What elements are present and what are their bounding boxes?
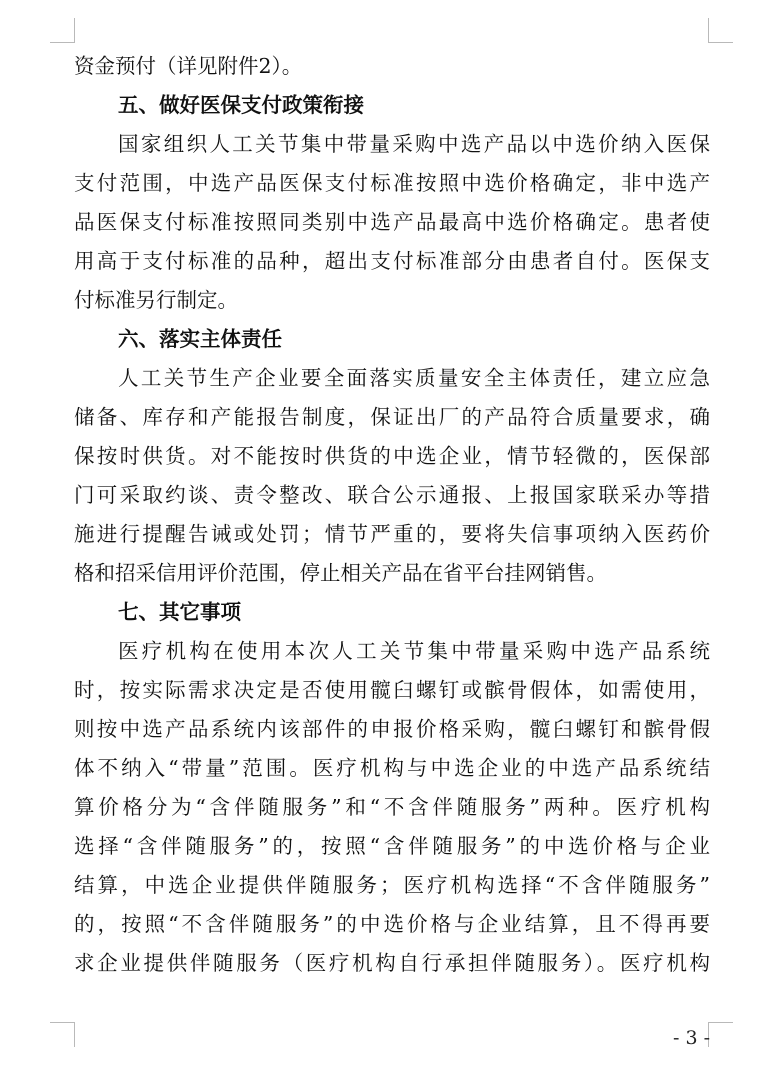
section-7-line: 求企业提供伴随服务（医疗机构自行承担伴随服务）。医疗机构 bbox=[74, 951, 710, 975]
section-6-line: 保按时供货。对不能按时供货的中选企业，情节轻微的，医保部 bbox=[74, 444, 710, 468]
intro-line: 资金预付（详见附件2）。 bbox=[74, 54, 303, 78]
section-6-line: 人工关节生产企业要全面落实质量安全主体责任，建立应急 bbox=[118, 366, 710, 390]
section-6-line: 储备、库存和产能报告制度，保证出厂的产品符合质量要求，确 bbox=[74, 405, 710, 429]
section-6-line: 门可采取约谈、责令整改、联合公示通报、上报国家联采办等措 bbox=[74, 483, 710, 507]
page-corner-bottom-left-mark bbox=[50, 1022, 75, 1047]
page-number: - 3 - bbox=[672, 1027, 710, 1049]
section-7-heading: 七、其它事项 bbox=[118, 600, 241, 624]
section-7-line: 选择“含伴随服务”的，按照“含伴随服务”的中选价格与企业 bbox=[74, 834, 710, 858]
section-6-line: 格和招采信用评价范围，停止相关产品在省平台挂网销售。 bbox=[74, 561, 607, 585]
section-7-line: 则按中选产品系统内该部件的申报价格采购，髋臼螺钉和髌骨假 bbox=[74, 717, 710, 741]
section-5-line: 国家组织人工关节集中带量采购中选产品以中选价纳入医保 bbox=[118, 132, 710, 156]
page-corner-top-left-mark bbox=[50, 18, 75, 43]
section-5-line: 品医保支付标准按照同类别中选产品最高中选价格确定。患者使 bbox=[74, 210, 710, 234]
page-corner-bottom-right-mark bbox=[708, 1022, 733, 1047]
section-5-line: 支付范围，中选产品医保支付标准按照中选价格确定，非中选产 bbox=[74, 171, 710, 195]
section-6-line: 施进行提醒告诫或处罚；情节严重的，要将失信事项纳入医药价 bbox=[74, 522, 710, 546]
section-7-line: 医疗机构在使用本次人工关节集中带量采购中选产品系统 bbox=[118, 639, 710, 663]
section-7-line: 时，按实际需求决定是否使用髋臼螺钉或髌骨假体，如需使用， bbox=[74, 678, 710, 702]
section-5-heading: 五、做好医保支付政策衔接 bbox=[118, 93, 364, 117]
section-7-line: 的，按照“不含伴随服务”的中选价格与企业结算，且不得再要 bbox=[74, 912, 710, 936]
document-body bbox=[74, 47, 710, 983]
section-5-line: 付标准另行制定。 bbox=[74, 288, 238, 312]
section-6-heading: 六、落实主体责任 bbox=[118, 327, 282, 351]
page-corner-top-right-mark bbox=[708, 18, 733, 43]
section-5-line: 用高于支付标准的品种，超出支付标准部分由患者自付。医保支 bbox=[74, 249, 710, 273]
section-7-line: 算价格分为“含伴随服务”和“不含伴随服务”两种。医疗机构 bbox=[74, 795, 710, 819]
section-7-line: 结算，中选企业提供伴随服务；医疗机构选择“不含伴随服务” bbox=[74, 873, 710, 897]
section-7-line: 体不纳入“带量”范围。医疗机构与中选企业的中选产品系统结 bbox=[74, 756, 710, 780]
